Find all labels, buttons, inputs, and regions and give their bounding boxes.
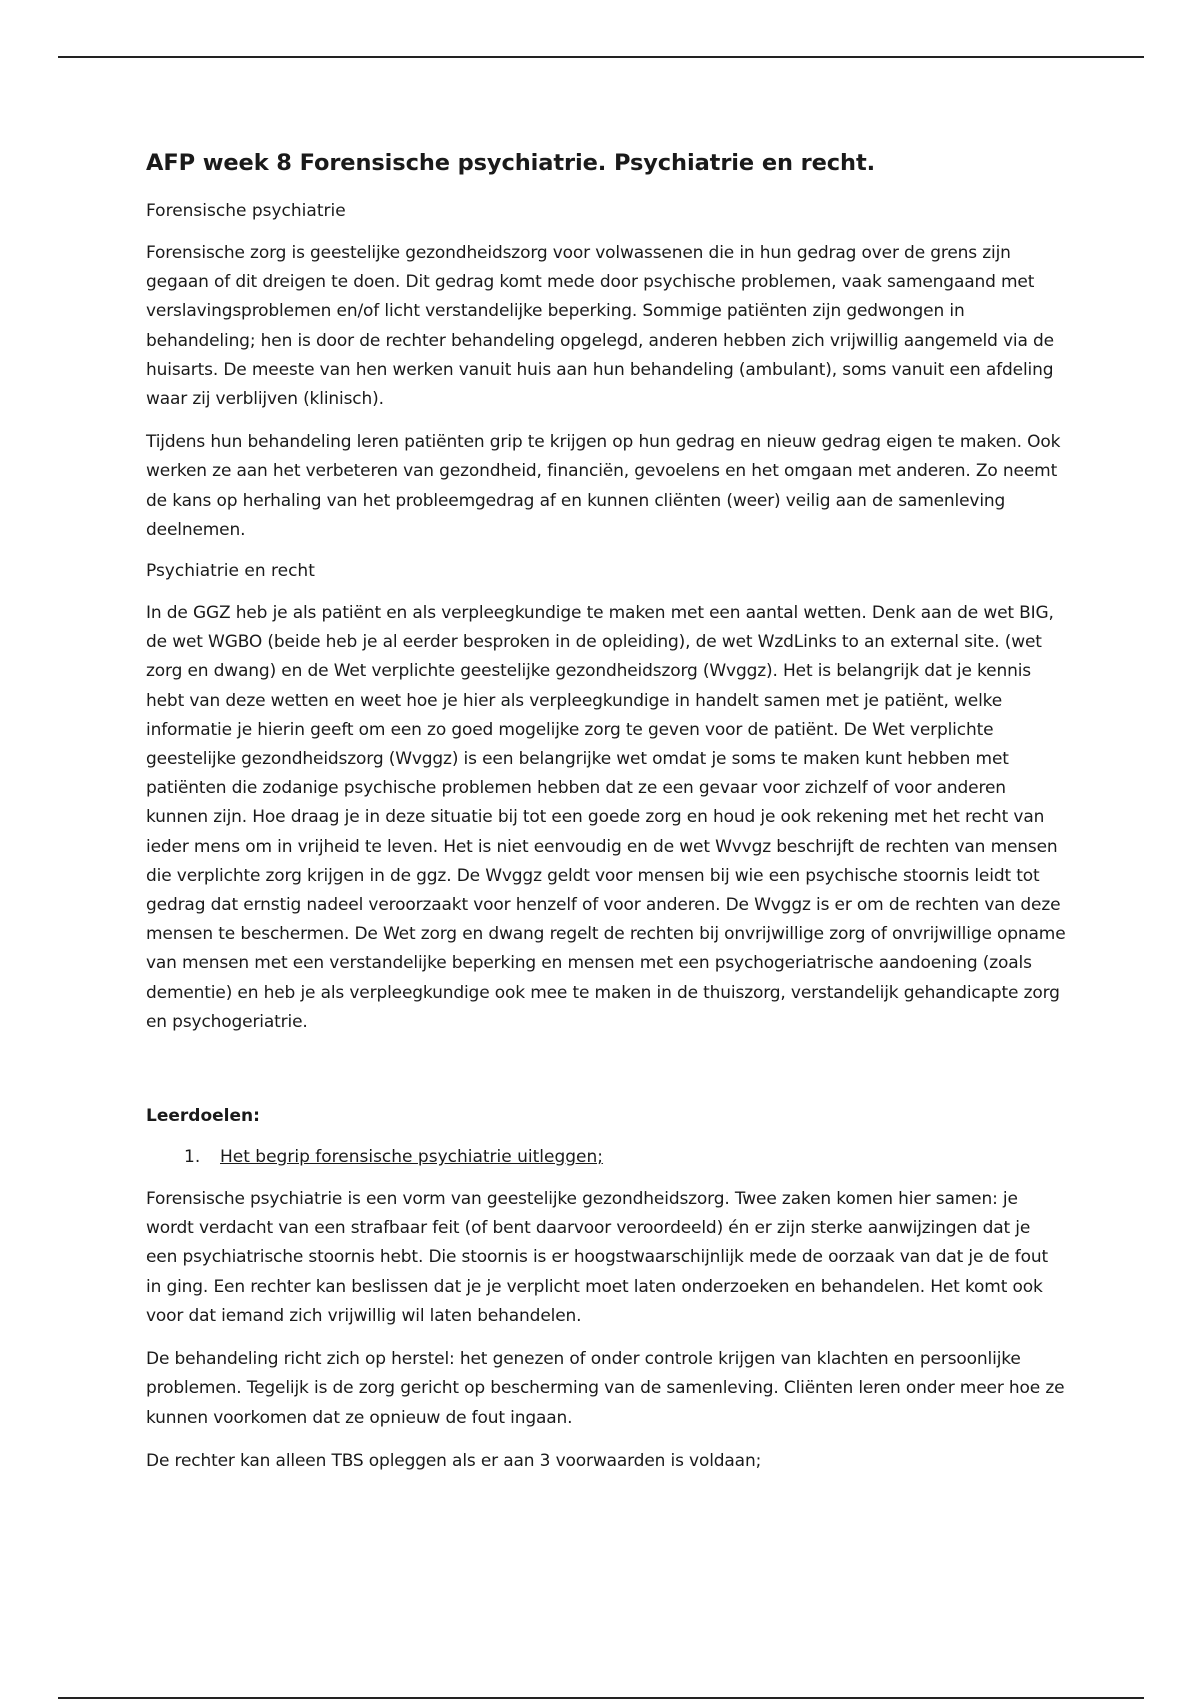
- paragraph-wetten: In de GGZ heb je als patiënt en als verpleegkundige te maken met een aantal wetten. Denk aan de wet BIG, de wet WGBO (beide heb je al eerder besproken in de opleiding), de wet WzdLinks to an external site. (wet zorg en dwang) en de Wet verplichte geestelijke gezondheidszorg (Wvggz). Het is belangrijk dat je kennis hebt van deze wetten en weet hoe je hier als verpleegkundige in handelt samen met je patiënt, welke informatie je hierin geeft om een zo goed mogelijke zorg te geven voor de patiënt. De Wet verplichte geestelijke gezondheidszorg (Wvggz) is een belangrijke wet omdat je soms te maken kunt hebben met patiënten die zodanige psychische problemen hebben dat ze een gevaar voor zichzelf of voor anderen kunnen zijn. Hoe draag je in deze situatie bij tot een goede zorg en houd je ook rekening met het recht van ieder mens om in vrijheid te leven. Het is niet eenvoudig en de wet Wvvgz beschrijft de rechten van mensen die verplichte zorg krijgen in de ggz. De Wvggz geldt voor mensen bij wie een psychische stoornis leidt tot gedrag dat ernstig nadeel veroorzaakt voor henzelf of voor anderen. De Wvggz is er om de rechten van deze mensen te beschermen. De Wet zorg en dwang regelt de rechten bij onvrijwillige zorg of onvrijwillige opname van mensen met een verstandelijke beperking en mensen met een psychogeriatrische aandoening (zoals dementie) en heb je als verpleegkundige ook mee te maken in de thuiszorg, verstandelijk gehandicapte zorg en psychogeriatrie.: [146, 603, 1066, 1032]
- paragraph-herstel: De behandeling richt zich op herstel: het genezen of onder controle krijgen van klachten en persoonlijke problemen. Tegelijk is de zorg gericht op bescherming van de samenleving. Cliënten leren onder meer hoe ze kunnen voorkomen dat ze opnieuw de fout ingaan.: [146, 1349, 1065, 1428]
- paragraph-definitie: Forensische psychiatrie is een vorm van geestelijke gezondheidszorg. Twee zaken komen hier samen: je wordt verdacht van een strafbaar feit (of bent daarvoor veroordeeld) én er zijn sterke aanwijzingen dat je een psychiatrische stoornis hebt. Die stoornis is er hoogstwaarschijnlijk mede de oorzaak van dat je de fout in ging. Een rechter kan beslissen dat je je verplicht moet laten onderzoeken en behandelen. Het komt ook voor dat iemand zich vrijwillig wil laten behandelen.: [146, 1189, 1048, 1326]
- leerdoelen-heading: Leerdoelen:: [146, 1106, 260, 1127]
- paragraph-tbs-voorwaarden: De rechter kan alleen TBS opleggen als er aan 3 voorwaarden is voldaan;: [146, 1450, 762, 1471]
- section-heading-psychiatrie-en-recht: Psychiatrie en recht: [146, 561, 315, 582]
- top-horizontal-rule: [58, 56, 1144, 58]
- leerdoelen-list: [146, 1143, 1066, 1171]
- section-heading-forensische-psychiatrie: Forensische psychiatrie: [146, 201, 346, 221]
- list-item: [146, 1143, 1066, 1171]
- document-page: [146, 147, 1066, 1490]
- paragraph-forensische-zorg: Forensische zorg is geestelijke gezondheidszorg voor volwassenen die in hun gedrag over de grens zijn gegaan of dit dreigen te doen. Dit gedrag komt mede door psychische problemen, vaak samengaand met verslavingsproblemen en/of licht verstandelijke beperking. Sommige patiënten zijn gedwongen in behandeling; hen is door de rechter behandeling opgelegd, anderen hebben zich vrijwillig aangemeld via de huisarts. De meeste van hen werken vanuit huis aan hun behandeling (ambulant), soms vanuit een afdeling waar zij verblijven (klinisch).: [146, 243, 1054, 410]
- paragraph-behandeling: Tijdens hun behandeling leren patiënten grip te krijgen op hun gedrag en nieuw gedrag eigen te maken. Ook werken ze aan het verbeteren van gezondheid, financiën, gevoelens en het omgaan met anderen. Zo neemt de kans op herhaling van het probleemgedrag af en kunnen cliënten (weer) veilig aan de samenleving deelnemen.: [146, 432, 1061, 540]
- bottom-horizontal-rule: [58, 1697, 1144, 1699]
- list-item-number: 1.: [184, 1147, 201, 1168]
- list-item-text: Het begrip forensische psychiatrie uitleggen;: [220, 1147, 604, 1168]
- spacer: [146, 1051, 1066, 1103]
- document-title: AFP week 8 Forensische psychiatrie. Psychiatrie en recht.: [146, 150, 876, 176]
